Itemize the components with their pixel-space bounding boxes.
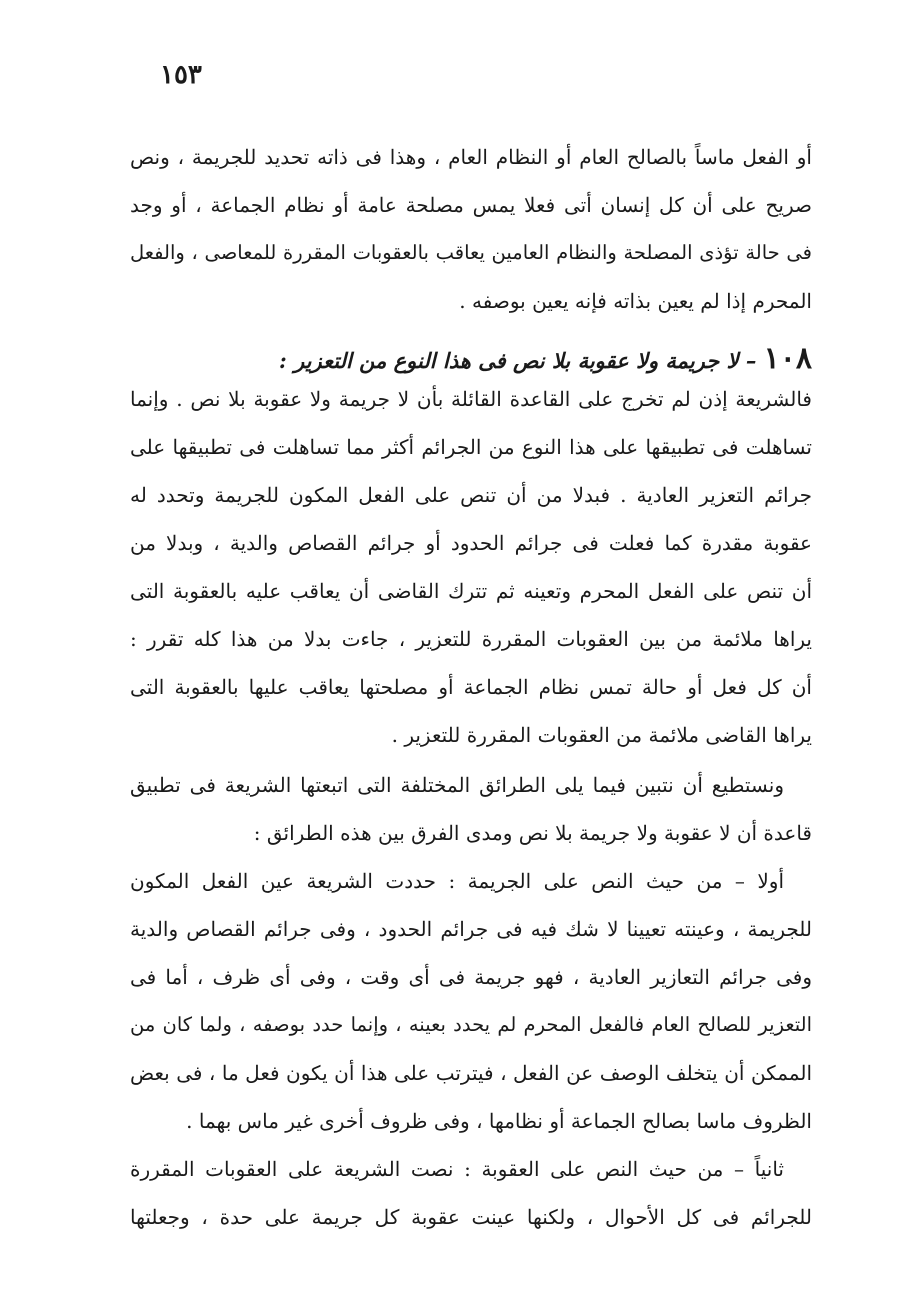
text-line: التعزير للصالح العام فالفعل المحرم لم يحدد بعينه ، وإنما حدد بوصفه ، ولما كان من (130, 1013, 812, 1036)
section-number: ١٠٨ (763, 341, 812, 376)
text-line: عقوبة مقدرة كما فعلت فى جرائم الحدود أو جرائم القصاص والدية ، وبدلا من (130, 531, 812, 555)
paragraph-4 (130, 857, 812, 1145)
text-line: صريح على أن كل إنسان أتى فعلا يمس مصلحة عامة أو نظام الجماعة ، أو وجد (130, 193, 812, 217)
text-line: ونستطيع أن نتبين فيما يلى الطرائق المختلفة التى اتبعتها الشريعة فى تطبيق (130, 773, 784, 797)
text-line: الظروف ماسا بصالح الجماعة أو نظامها ، وفى ظروف أخرى غير ماس بهما . (186, 1109, 812, 1133)
text-line: يراها القاضى ملائمة من العقوبات المقررة للتعزير . (391, 723, 812, 747)
text-line: أولا – من حيث النص على الجريمة : حددت الشريعة عين الفعل المكون (130, 869, 784, 893)
text-line: الممكن أن يتخلف الوصف عن الفعل ، فيترتب على هذا أن يكون فعل ما ، فى بعض (130, 1061, 812, 1085)
text-line: للجرائم فى كل الأحوال ، ولكنها عينت عقوبة كل جريمة على حدة ، وجعلتها (130, 1205, 812, 1229)
paragraph-2 (130, 375, 812, 759)
text-line: فالشريعة إذن لم تخرج على القاعدة القائلة بأن لا جريمة ولا عقوبة بلا نص . وإنما (130, 387, 812, 411)
paragraph-5 (130, 1145, 812, 1241)
text-line: أن تنص على الفعل المحرم وتعينه ثم تترك القاضى أن يعاقب عليه بالعقوبة التى (130, 579, 812, 603)
text-line: وفى جرائم التعازير العادية ، فهو جريمة فى أى وقت ، وفى أى ظرف ، أما فى (130, 965, 812, 989)
text-line: المحرم إذا لم يعين بذاته فإنه يعين بوصفه . (459, 289, 812, 313)
text-line: فى حالة تؤذى المصلحة والنظام العامين يعاقب بالعقوبات المقررة للمعاصى ، والفعل (130, 241, 812, 264)
text-line: للجريمة ، وعينته تعيينا لا شك فيه فى جرائم الحدود ، وفى جرائم القصاص والدية (130, 917, 812, 941)
text-line: أن كل فعل أو حالة تمس نظام الجماعة أو مصلحتها يعاقب عليها بالعقوبة التى (130, 675, 812, 699)
text-line: ثانياً – من حيث النص على العقوبة : نصت الشريعة على العقوبات المقررة (130, 1157, 784, 1181)
text-line: يراها ملائمة من بين العقوبات المقررة للتعزير ، جاءت بدلا من هذا كله تقرر : (130, 627, 812, 651)
text-line: جرائم التعزير العادية . فبدلا من أن تنص على الفعل المكون للجريمة وتحدد له (130, 483, 812, 507)
text-line: أو الفعل ماساً بالصالح العام أو النظام العام ، وهذا فى ذاته تحديد للجريمة ، ونص (130, 145, 812, 169)
text-line: تساهلت فى تطبيقها على هذا النوع من الجرائم أكثر مما تساهلت فى تطبيقها على (130, 435, 813, 459)
paragraph-3 (130, 761, 812, 857)
page-number: ١٥٣ (160, 60, 202, 90)
text-line: قاعدة أن لا عقوبة ولا جريمة بلا نص ومدى الفرق بين هذه الطرائق : (253, 821, 812, 845)
section-title: – لا جريمة ولا عقوبة بلا نص فى هذا النوع من التعزير : (279, 348, 757, 373)
paragraph-1 (130, 133, 812, 325)
